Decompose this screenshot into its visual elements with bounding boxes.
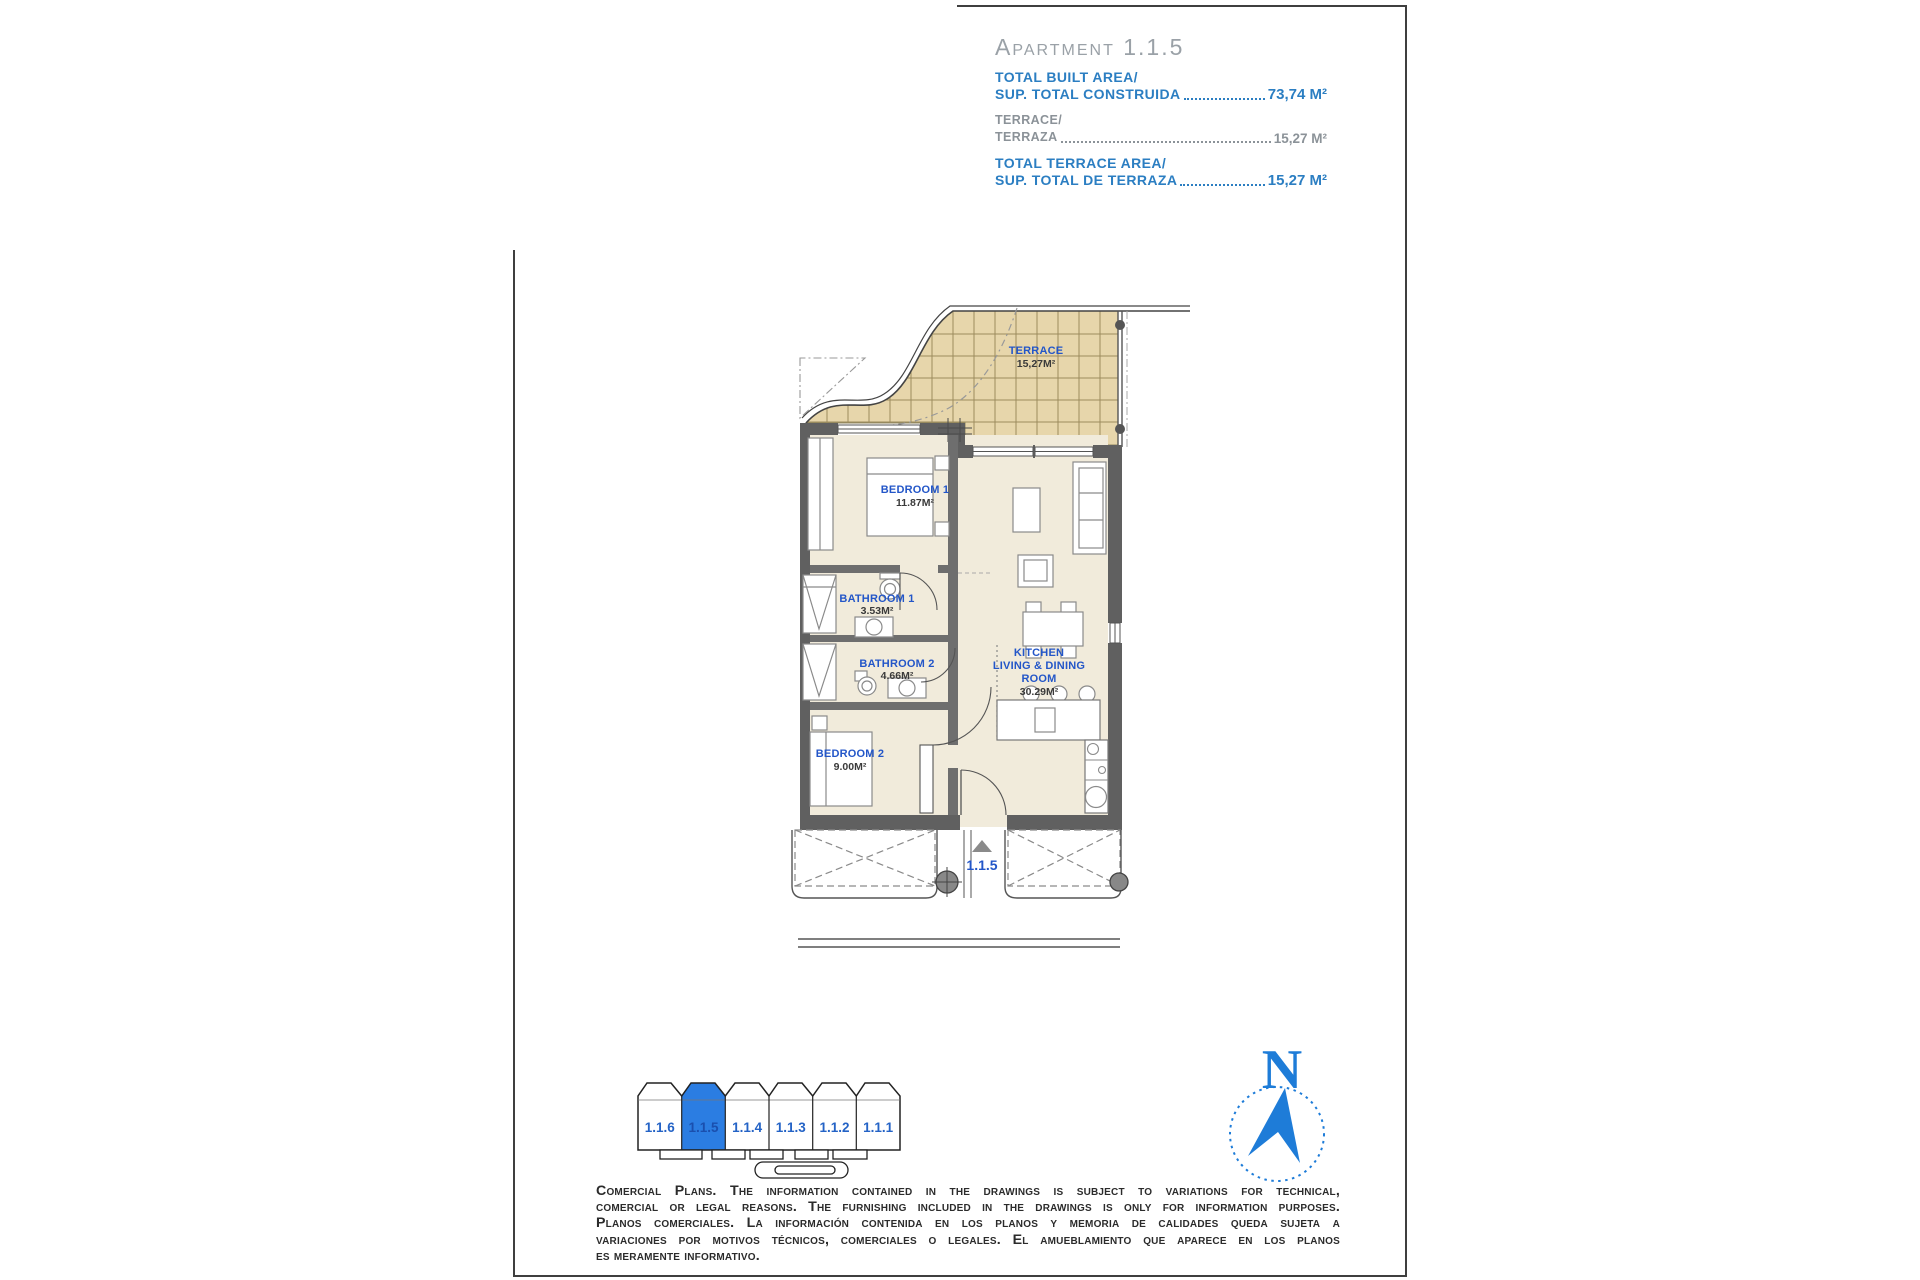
- key-plan-unit-1-1-6: 1.1.6: [644, 1120, 675, 1135]
- bedroom2-label: BEDROOM 2: [815, 748, 885, 760]
- floor-plan-svg: [780, 290, 1200, 970]
- disclaimer-line: Planos comerciales. La información contenida en los planos y memoria de calidades queda sujeta a: [596, 1215, 1341, 1232]
- disclaimer-line: Comercial Plans. The information contained in the drawings is subject to variations for technical,: [596, 1183, 1340, 1199]
- key-plan-unit-1-1-5: 1.1.5: [688, 1120, 719, 1135]
- dotted-leader: [1180, 184, 1264, 186]
- bedroom2-area: 9.00M²: [833, 761, 867, 773]
- unit-marker-arrow-icon: [972, 840, 992, 852]
- dotted-leader: [1184, 98, 1265, 100]
- terrace-label: TERRACE: [1008, 345, 1064, 357]
- dotted-leader: [1061, 141, 1271, 143]
- apartment-title: Apartment 1.1.5: [995, 34, 1185, 60]
- total-terrace-area-label-en: TOTAL TERRACE AREA/: [995, 155, 1167, 171]
- key-plan-highlight-cell: [682, 1083, 726, 1150]
- terrace-row: [995, 112, 1327, 146]
- apartment-header: [995, 34, 1327, 198]
- total-terrace-area-row: [995, 155, 1327, 189]
- drawing-frame-bottom: [513, 1275, 1407, 1277]
- disclaimer: [596, 1183, 1340, 1264]
- total-built-area-label-en: TOTAL BUILT AREA/: [995, 69, 1138, 85]
- key-plan-unit-1-1-4: 1.1.4: [732, 1120, 763, 1135]
- disclaimer-line: comercial or legal reasons. The furnishing included in the drawings is only for information purposes.: [596, 1199, 1340, 1216]
- building-key-plan: [625, 1070, 915, 1182]
- total-built-area-value: 73,74 M²: [1267, 86, 1327, 103]
- north-compass: [1225, 1030, 1335, 1185]
- unit-marker-label: 1.1.5: [966, 857, 998, 873]
- bedroom1-area: 11.87M²: [896, 497, 934, 509]
- disclaimer-line: es meramente informativo.: [596, 1247, 760, 1264]
- key-plan-unit-1-1-1: 1.1.1: [863, 1120, 894, 1135]
- terrace-value: 15,27 M²: [1273, 131, 1327, 146]
- bathroom1-label: BATHROOM 1: [839, 593, 915, 605]
- terrace-label-es: TERRAZA: [995, 130, 1058, 144]
- key-plan-svg: [625, 1070, 915, 1182]
- disclaimer-line: variaciones por motivos técnicos, comerciales o legales. El amueblamiento que aparece en los planos: [596, 1231, 1340, 1248]
- bathroom2-label: BATHROOM 2: [859, 658, 935, 670]
- key-plan-unit-1-1-3: 1.1.3: [775, 1120, 806, 1135]
- terrace-area-value: 15,27M²: [1016, 358, 1056, 370]
- key-plan-bottom-tabs: [660, 1150, 867, 1178]
- kitchen-area: 30.29M²: [1019, 686, 1059, 698]
- kitchen-label-line1: KITCHEN: [1013, 647, 1065, 659]
- north-compass-svg: [1225, 1030, 1335, 1185]
- kitchen-label-line2: LIVING & DINING: [992, 660, 1086, 672]
- floor-plan: [780, 290, 1200, 970]
- total-built-area-row: [995, 69, 1327, 103]
- balconies-below: [792, 830, 1128, 947]
- bedroom1-label: BEDROOM 1: [880, 484, 950, 496]
- bathroom2-area: 4.66M²: [880, 670, 914, 682]
- drawing-frame-left: [513, 250, 515, 1276]
- key-plan-unit-1-1-2: 1.1.2: [819, 1120, 850, 1135]
- terrace-label-en: TERRACE/: [995, 113, 1063, 127]
- total-terrace-area-value: 15,27 M²: [1267, 172, 1327, 189]
- bathroom1-area: 3.53M²: [860, 605, 894, 617]
- drawing-frame-right: [1405, 5, 1407, 1277]
- kitchen-label-line3: ROOM: [1021, 673, 1057, 685]
- total-terrace-area-label-es: SUP. TOTAL DE TERRAZA: [995, 172, 1178, 188]
- north-label: N: [1261, 1039, 1303, 1101]
- total-built-area-label-es: SUP. TOTAL CONSTRUIDA: [995, 86, 1181, 102]
- drawing-frame-top: [957, 5, 1406, 7]
- compass-circle-icon: [1230, 1087, 1324, 1181]
